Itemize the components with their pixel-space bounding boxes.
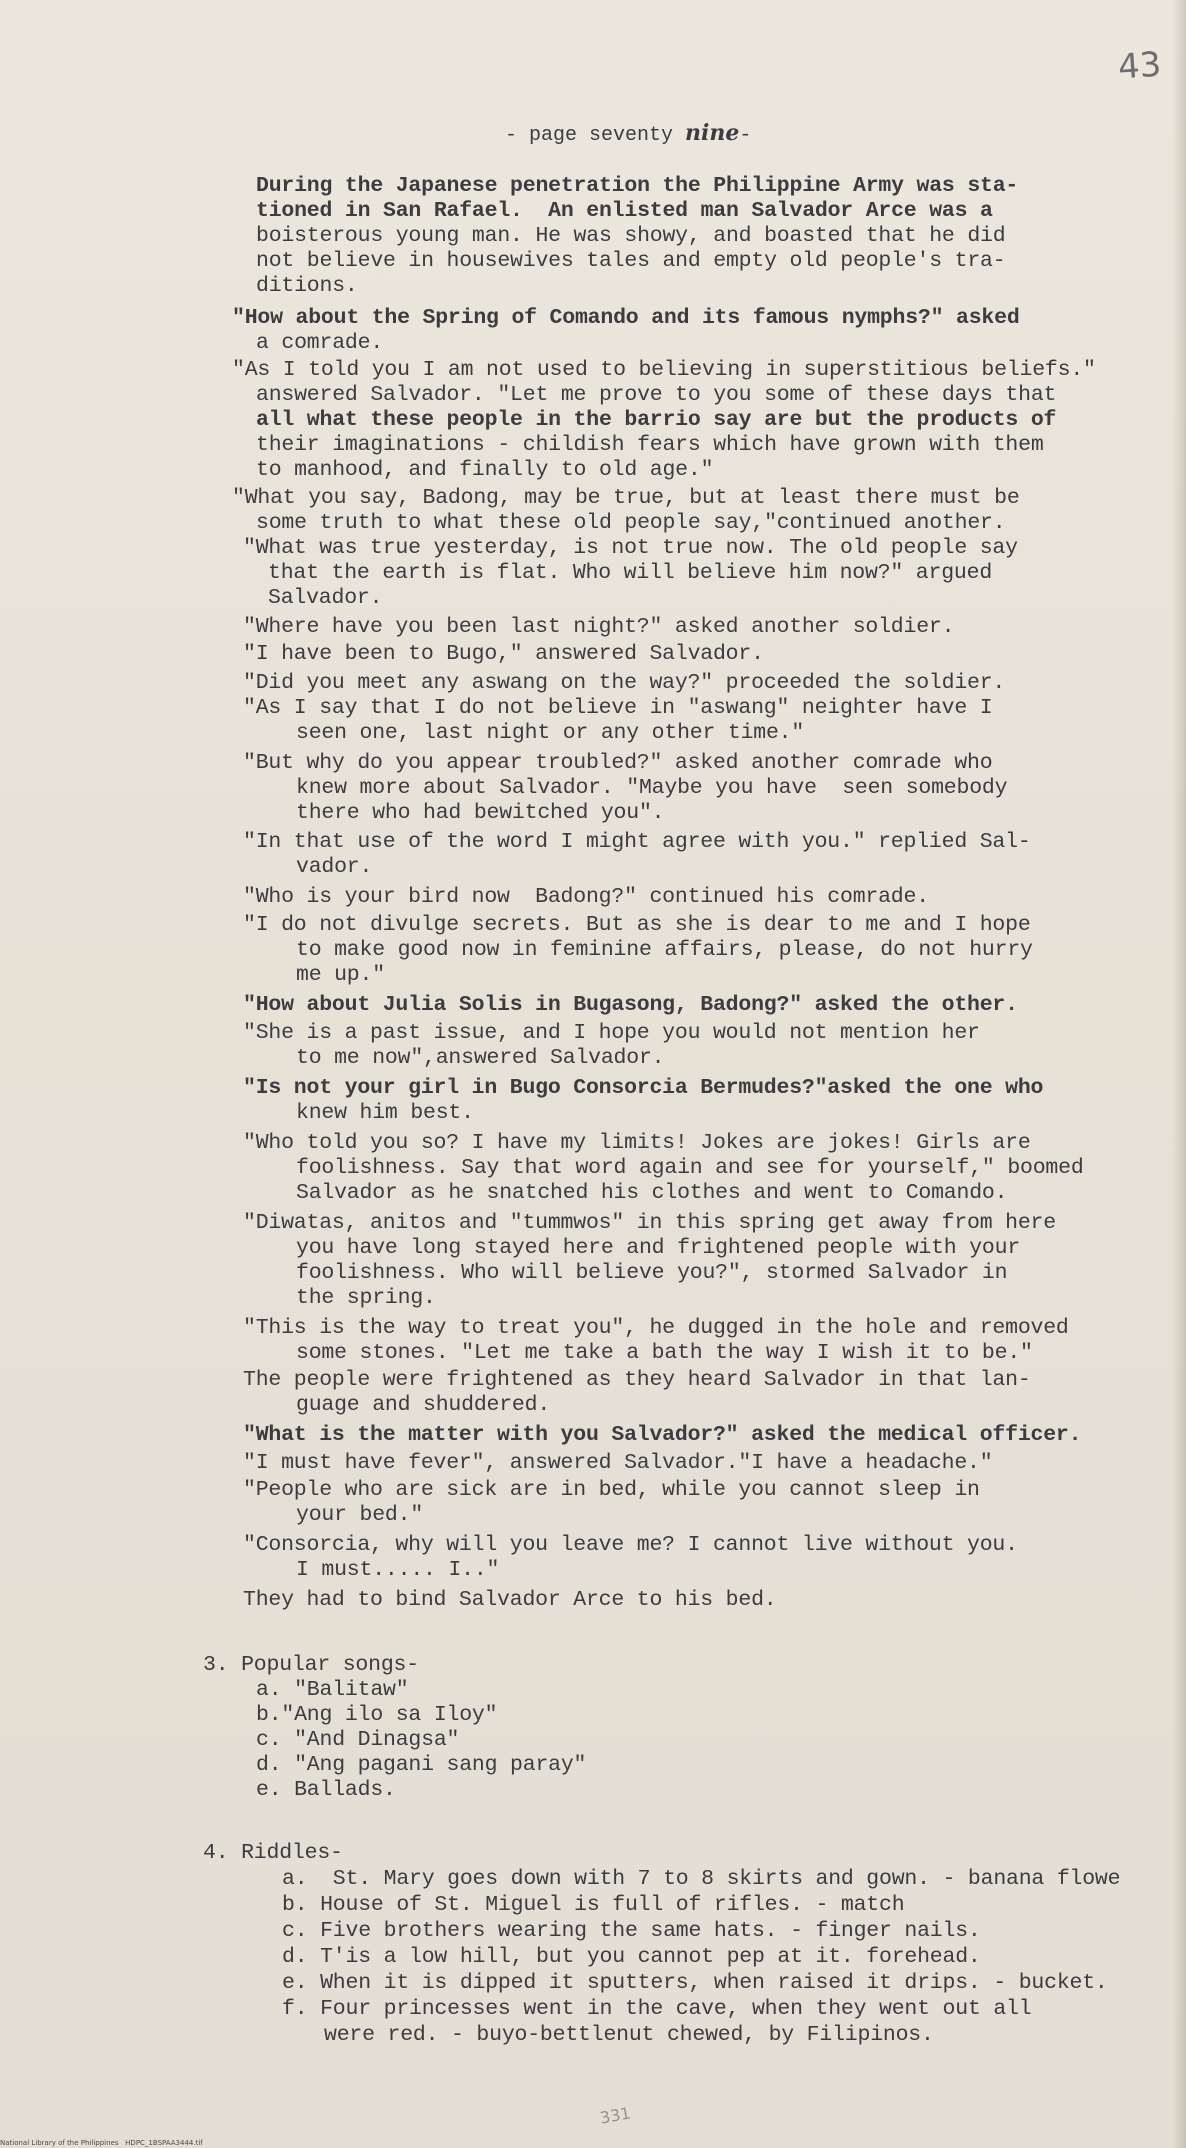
text-line: foolishness. Say that word again and see for yourself," boomed <box>296 1156 1084 1180</box>
text-line: Salvador. <box>268 586 383 610</box>
text-line: knew more about Salvador. "Maybe you have seen somebody <box>296 776 1008 800</box>
text-line: tioned in San Rafael. An enlisted man Salvador Arce was a <box>256 199 993 223</box>
text-line: "Is not your girl in Bugo Consorcia Bermudes?"asked the one who <box>243 1076 1044 1100</box>
text-line: "But why do you appear troubled?" asked another comrade who <box>243 751 993 775</box>
text-line: that the earth is flat. Who will believe him now?" argued <box>268 561 993 585</box>
list-item: a. St. Mary goes down with 7 to 8 skirts and gown. - banana flowe <box>282 1867 1121 1891</box>
text-line: there who had bewitched you". <box>296 801 665 825</box>
heading-handwritten-word: nine <box>685 120 740 146</box>
text-line: seen one, last night or any other time." <box>296 721 805 745</box>
text-line: to manhood, and finally to old age." <box>256 458 714 482</box>
text-line: knew him best. <box>296 1101 474 1125</box>
list-item: were red. - buyo-bettlenut chewed, by Filipinos. <box>324 2023 934 2047</box>
text-line: "This is the way to treat you", he dugged in the hole and removed <box>243 1316 1069 1340</box>
text-line: not believe in housewives tales and empty old people's tra- <box>256 249 1006 273</box>
text-line: During the Japanese penetration the Philippine Army was sta- <box>256 174 1019 198</box>
text-line: "I have been to Bugo," answered Salvador. <box>243 642 764 666</box>
text-line: "I must have fever", answered Salvador."I have a headache." <box>243 1451 993 1475</box>
text-line: "How about the Spring of Comando and its famous nymphs?" asked <box>232 306 1020 330</box>
list-item: f. Four princesses went in the cave, when they went out all <box>282 1997 1032 2021</box>
heading-suffix: - <box>739 124 752 147</box>
text-line: "I do not divulge secrets. But as she is dear to me and I hope <box>243 913 1031 937</box>
text-line: all what these people in the barrio say are but the products of <box>256 408 1057 432</box>
text-line: I must..... I.." <box>296 1558 500 1582</box>
text-line: their imaginations - childish fears which have grown with them <box>256 433 1044 457</box>
text-line: vador. <box>296 855 373 879</box>
text-line: you have long stayed here and frightened people with your <box>296 1236 1021 1260</box>
text-line: Salvador as he snatched his clothes and went to Comando. <box>296 1181 1008 1205</box>
text-line: "Who told you so? I have my limits! Jokes are jokes! Girls are <box>243 1131 1031 1155</box>
text-line: boisterous young man. He was showy, and boasted that he did <box>256 224 1006 248</box>
list-item: c. "And Dinagsa" <box>256 1728 460 1752</box>
text-line: your bed." <box>296 1503 424 1527</box>
heading-prefix: - page seventy <box>505 124 686 147</box>
section-heading: 3. Popular songs- <box>203 1653 419 1677</box>
text-line: to me now",answered Salvador. <box>296 1046 665 1070</box>
text-line: "Consorcia, why will you leave me? I cannot live without you. <box>243 1533 1018 1557</box>
archive-footer: National Library of the Philippines HDPC_1BSPAA3444.tif <box>0 2139 203 2147</box>
text-line: some truth to what these old people say,"continued another. <box>256 511 1006 535</box>
list-item: d. T'is a low hill, but you cannot pep at it. forehead. <box>282 1945 981 1969</box>
text-line: ditions. <box>256 274 358 298</box>
list-item: e. Ballads. <box>256 1778 396 1802</box>
text-line: "What is the matter with you Salvador?" asked the medical officer. <box>243 1423 1082 1447</box>
text-line: The people were frightened as they heard Salvador in that lan- <box>243 1368 1031 1392</box>
text-line: guage and shuddered. <box>296 1393 551 1417</box>
section-heading: 4. Riddles- <box>203 1841 343 1865</box>
text-line: the spring. <box>296 1286 436 1310</box>
text-line: answered Salvador. "Let me prove to you some of these days that <box>256 383 1057 407</box>
text-line: "How about Julia Solis in Bugasong, Badong?" asked the other. <box>243 993 1018 1017</box>
list-item: e. When it is dipped it sputters, when raised it drips. - bucket. <box>282 1971 1108 1995</box>
text-line: "As I told you I am not used to believing in superstitious beliefs." <box>232 358 1096 382</box>
text-line: "Did you meet any aswang on the way?" proceeded the soldier. <box>243 671 1006 695</box>
text-line: "As I say that I do not believe in "aswang" neighter have I <box>243 696 993 720</box>
text-line: "In that use of the word I might agree with you." replied Sal- <box>243 830 1031 854</box>
text-line: "What was true yesterday, is not true now. The old people say <box>243 536 1018 560</box>
text-line: foolishness. Who will believe you?", stormed Salvador in <box>296 1261 1008 1285</box>
text-line: "Where have you been last night?" asked another soldier. <box>243 615 955 639</box>
text-line: me up." <box>296 963 385 987</box>
list-item: b. House of St. Miguel is full of rifles. - match <box>282 1893 905 1917</box>
list-item: a. "Balitaw" <box>256 1678 409 1702</box>
text-line: "Diwatas, anitos and "tummwos" in this spring get away from here <box>243 1211 1056 1235</box>
list-item: d. "Ang pagani sang paray" <box>256 1753 587 1777</box>
pencil-annotation: 331 <box>598 2103 632 2128</box>
list-item: b."Ang ilo sa Iloy" <box>256 1703 498 1727</box>
text-line: "She is a past issue, and I hope you would not mention her <box>243 1021 980 1045</box>
text-line: "Who is your bird now Badong?" continued his comrade. <box>243 885 929 909</box>
page-heading <box>505 120 751 147</box>
text-line: some stones. "Let me take a bath the way I wish it to be." <box>296 1341 1033 1365</box>
text-line: "What you say, Badong, may be true, but at least there must be <box>232 486 1020 510</box>
text-line: "People who are sick are in bed, while you cannot sleep in <box>243 1478 980 1502</box>
page-number-handwritten: 43 <box>1116 44 1163 88</box>
text-line: They had to bind Salvador Arce to his bed. <box>243 1588 777 1612</box>
list-item: c. Five brothers wearing the same hats. - finger nails. <box>282 1919 981 1943</box>
text-line: to make good now in feminine affairs, please, do not hurry <box>296 938 1033 962</box>
text-line: a comrade. <box>256 331 384 355</box>
page-edge-shadow <box>1172 0 1186 2148</box>
